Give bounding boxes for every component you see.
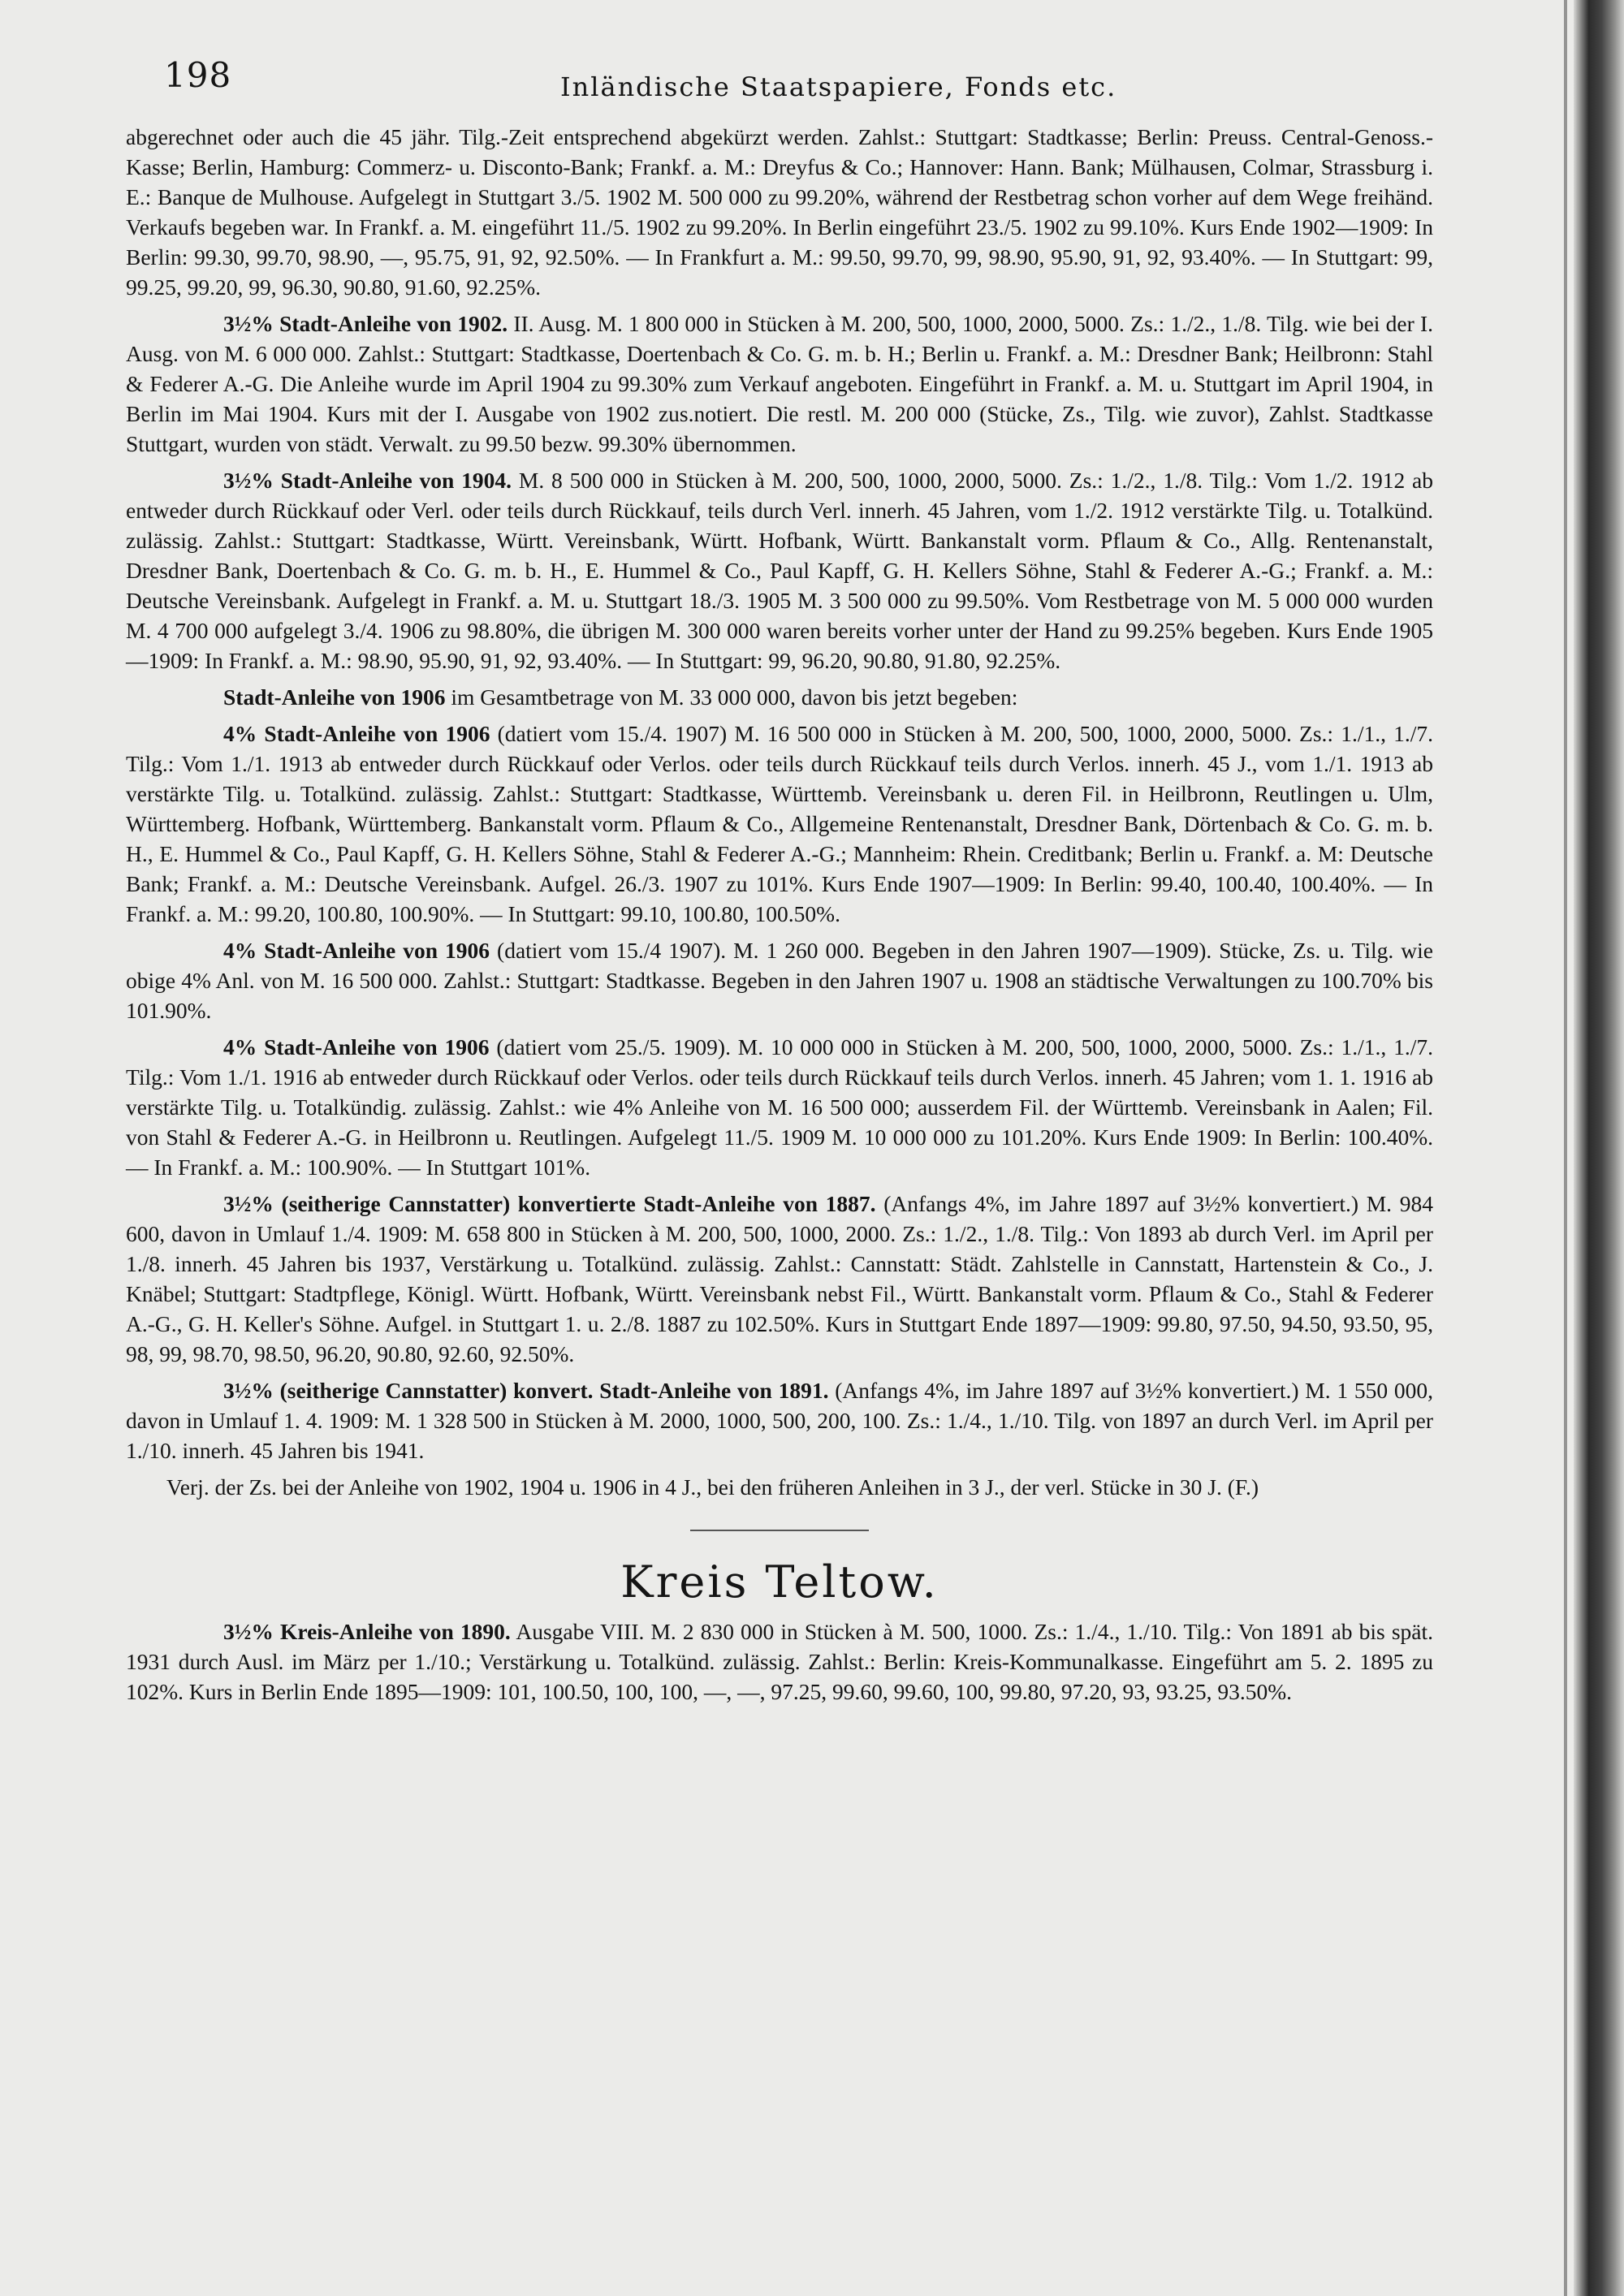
entry-title: 3½% (seitherige Cannstatter) konvertierte Stadt-Anleihe von 1887. bbox=[223, 1191, 876, 1216]
entry-1906-b bbox=[126, 935, 1433, 1025]
entry-1906-total bbox=[126, 682, 1433, 712]
entry-title: 3½% (seitherige Cannstatter) konvert. Stadt-Anleihe von 1891. bbox=[223, 1378, 829, 1403]
entry-title: 4% Stadt-Anleihe von 1906 bbox=[223, 1034, 490, 1060]
entry-title: Stadt-Anleihe von 1906 bbox=[223, 684, 446, 710]
entry-text: (Anfangs 4%, im Jahre 1897 auf 3½% konvertiert.) M. 984 600, davon in Umlauf 1./4. 1909: M. 658 800 in Stücken à M. 200, 500, 1000, 2000. Zs.: 1./2., 1./8. Tilg.: Von 1893 ab durch Verl. im April per 1./8. innerh. 45 Jahren bis 1937, Verstärkung u. Totalkünd. zulässig. Zahlst.: Cannstatt: Städt. Zahlstelle in Cannstatt, Hartenstein & Co., J. Knäbel; Stuttgart: Stadtpflege, Königl. Württ. Hofbank, Württ. Vereinsbank nebst Fil., Württ. Bankanstalt vorm. Pflaum & Co., Stahl & Federer A.-G., G. H. Keller's Söhne. Aufgel. in Stuttgart 1. u. 2./8. 1887 zu 102.50%. Kurs in Stuttgart Ende 1897—1909: 99.80, 97.50, 94.50, 93.50, 95, 98, 99, 98.70, 98.50, 96.20, 90.80, 92.60, 92.50%. bbox=[126, 1191, 1433, 1366]
entry-text: M. 8 500 000 in Stücken à M. 200, 500, 1000, 2000, 5000. Zs.: 1./2., 1./8. Tilg.: Vom 1./2. 1912 ab entweder durch Rückkauf oder Verl. oder teils durch Rückkauf, teils durch Verl. innerh. 45 Jahren, vom 1./2. 1912 verstärkte Tilg. u. Totalkünd. zulässig. Zahlst.: Stuttgart: Stadtkasse, Württ. Vereinsbank, Württ. Hofbank, Württ. Bankanstalt vorm. Pflaum & Co., Allg. Rentenanstalt, Dresdner Bank, Doertenbach & Co. G. m. b. H., E. Hummel & Co., Paul Kapff, G. H. Kellers Söhne, Stahl & Federer A.-G.; Frankf. a. M.: Deutsche Vereinsbank. Aufgelegt in Frankf. a. M. u. Stuttgart 18./3. 1905 M. 3 500 000 zu 99.50%. Vom Restbetrage von M. 5 000 000 wurden M. 4 700 000 aufgelegt 3./4. 1906 zu 98.80%, die übrigen M. 300 000 waren bereits vorher unter der Hand zu 99.25% begeben. Kurs Ende 1905—1909: In Frankf. a. M.: 98.90, 95.90, 91, 92, 93.40%. — In Stuttgart: 99, 96.20, 90.80, 91.80, 92.25%. bbox=[126, 468, 1434, 673]
page-number: 198 bbox=[164, 55, 232, 95]
entry-text: Ausgabe VIII. M. 2 830 000 in Stücken à M. 500, 1000. Zs.: 1./4., 1./10. Tilg.: Von 1891 ab bis spät. 1931 durch Ausl. im März per 1./10.; Verstärkung u. Totalkünd. zulässig. Zahlst.: Berlin: Kreis-Kommunalkasse. Eingeführt am 5. 2. 1895 zu 102%. Kurs in Berlin Ende 1895—1909: 101, 100.50, 100, 100, —, —, 97.25, 99.60, 99.60, 100, 99.80, 97.20, 93, 93.25, 93.50%. bbox=[126, 1619, 1433, 1704]
entry-title: 3½% Stadt-Anleihe von 1904. bbox=[223, 468, 512, 493]
entry-text: (datiert vom 25./5. 1909). M. 10 000 000 in Stücken à M. 200, 500, 1000, 2000, 5000. Zs.: 1./1., 1./7. Tilg.: Vom 1./1. 1916 ab entweder durch Rückkauf oder Verlos. oder teils durch Rückkauf teils durch Verlos. innerh. 45 Jahren; vom 1. 1. 1916 ab verstärkte Tilg. u. Totalkündig. zulässig. Zahlst.: wie 4% Anleihe von M. 16 500 000; ausserdem Fil. der Württemb. Vereinsbank in Aalen; Fil. von Stahl & Federer A.-G. in Heilbronn u. Reutlingen. Aufgelegt 11./5. 1909 M. 10 000 000 zu 101.20%. Kurs Ende 1909: In Berlin: 100.40%. — In Frankf. a. M.: 100.90%. — In Stuttgart 101%. bbox=[126, 1034, 1434, 1180]
page-edge bbox=[1574, 0, 1624, 2296]
entry-text: II. Ausg. M. 1 800 000 in Stücken à M. 200, 500, 1000, 2000, 5000. Zs.: 1./2., 1./8. Tilg. wie bei der I. Ausg. von M. 6 000 000. Zahlst.: Stuttgart: Stadtkasse, Doertenbach & Co. G. m. b. H.; Berlin u. Frankf. a. M.: Dresdner Bank; Heilbronn: Stahl & Federer A.-G. Die Anleihe wurde im April 1904 zu 99.30% zum Verkauf angeboten. Eingeführt in Frankf. a. M. u. Stuttgart im April 1904, in Berlin im Mai 1904. Kurs mit der I. Ausgabe von 1902 zus.notiert. Die restl. M. 200 000 (Stücke, Zs., Tilg. wie zuvor), Zahlst. Stadtkasse Stuttgart, wurden von städt. Verwalt. zu 99.50 bezw. 99.30% übernommen. bbox=[126, 311, 1433, 456]
running-title: Inländische Staatspapiere, Fonds etc. bbox=[560, 71, 1117, 102]
binding-shadow bbox=[1564, 0, 1567, 2296]
entry-text: (Anfangs 4%, im Jahre 1897 auf 3½% konvertiert.) M. 1 550 000, davon in Umlauf 1. 4. 1909: M. 1 328 500 in Stücken à M. 2000, 1000, 500, 200, 100. Zs.: 1./4., 1./10. Tilg. von 1897 an durch Verl. im April per 1./10. innerh. 45 Jahren bis 1941. bbox=[126, 1378, 1434, 1463]
entry-1904 bbox=[126, 465, 1433, 675]
entry-1891 bbox=[126, 1375, 1433, 1465]
entry-title: 3½% Kreis-Anleihe von 1890. bbox=[223, 1619, 511, 1644]
entry-text: (datiert vom 15./4 1907). M. 1 260 000. Begeben in den Jahren 1907—1909). Stücke, Zs. u. Tilg. wie obige 4% Anl. von M. 16 500 000. Zahlst.: Stuttgart: Stadtkasse. Begeben in den Jahren 1907 u. 1908 an städtische Verwaltungen zu 100.70% bis 101.90%. bbox=[126, 938, 1434, 1023]
footnote: Verj. der Zs. bei der Anleihe von 1902, 1904 u. 1906 in 4 J., bei den früheren Anleihen in 3 J., der verl. Stücke in 30 J. (F.) bbox=[166, 1474, 1259, 1500]
entry-1906-a bbox=[126, 719, 1433, 929]
entry-title: 3½% Stadt-Anleihe von 1902. bbox=[223, 311, 508, 336]
continuation-paragraph: abgerechnet oder auch die 45 jähr. Tilg.-Zeit entsprechend abgekürzt werden. Zahlst.: Stuttgart: Stadtkasse; Berlin: Preuss. Central-Genoss.-Kasse; Berlin, Hamburg: Commerz- u. Disconto-Bank; Frankf. a. M.: Dreyfus & Co.; Hannover: Hann. Bank; Mülhausen, Colmar, Strassburg i. E.: Banque de Mulhouse. Aufgelegt in Stuttgart 3./5. 1902 M. 500 000 zu 99.20%, während der Restbetrag schon vorher auf dem Wege freihänd. Verkaufs begeben war. In Frankf. a. M. eingeführt 11./5. 1902 zu 99.20%. In Berlin eingeführt 23./5. 1902 zu 99.10%. Kurs Ende 1902—1909: In Berlin: 99.30, 99.70, 98.90, —, 95.75, 91, 92, 92.50%. — In Frankfurt a. M.: 99.50, 99.70, 99, 98.90, 95.90, 91, 92, 93.40%. — In Stuttgart: 99, 99.25, 99.20, 99, 96.30, 90.80, 91.60, 92.25%. bbox=[126, 124, 1433, 300]
section-divider bbox=[690, 1530, 869, 1531]
text-column bbox=[126, 122, 1433, 1713]
entry-1906-c bbox=[126, 1032, 1433, 1182]
entry-kreis-1890 bbox=[126, 1616, 1433, 1707]
entry-text: (datiert vom 15./4. 1907) M. 16 500 000 in Stücken à M. 200, 500, 1000, 2000, 5000. Zs.: 1./1., 1./7. Tilg.: Vom 1./1. 1913 ab entweder durch Rückkauf oder Verlos. oder teils durch Rückkauf teils durch Verlos. innerh. 45 J., vom 1./1. 1913 ab verstärkte Tilg. u. Totalkünd. zulässig. Zahlst.: Stuttgart: Stadtkasse, Württemb. Vereinsbank u. deren Fil. in Heilbronn, Reutlingen u. Ulm, Württemberg. Hofbank, Württemberg. Bankanstalt vorm. Pflaum & Co., Allgemeine Rentenanstalt, Dresdner Bank, Dörtenbach & Co. G. m. b. H., E. Hummel & Co., Paul Kapff, G. H. Kellers Söhne, Stahl & Federer A.-G.; Mannheim: Rhein. Creditbank; Berlin u. Frankf. a. M: Deutsche Bank; Frankf. a. M.: Deutsche Vereinsbank. Aufgel. 26./3. 1907 zu 101%. Kurs Ende 1907—1909: In Berlin: 99.40, 100.40, 100.40%. — In Frankf. a. M.: 99.20, 100.80, 100.90%. — In Stuttgart: 99.10, 100.80, 100.50%. bbox=[126, 721, 1434, 926]
section-heading: Kreis Teltow. bbox=[620, 1556, 939, 1608]
entry-1887 bbox=[126, 1189, 1433, 1369]
entry-title: 4% Stadt-Anleihe von 1906 bbox=[223, 721, 490, 746]
entry-text: im Gesamtbetrage von M. 33 000 000, davon bis jetzt begeben: bbox=[451, 684, 1018, 710]
entry-title: 4% Stadt-Anleihe von 1906 bbox=[223, 938, 490, 963]
entry-1902 bbox=[126, 309, 1433, 459]
